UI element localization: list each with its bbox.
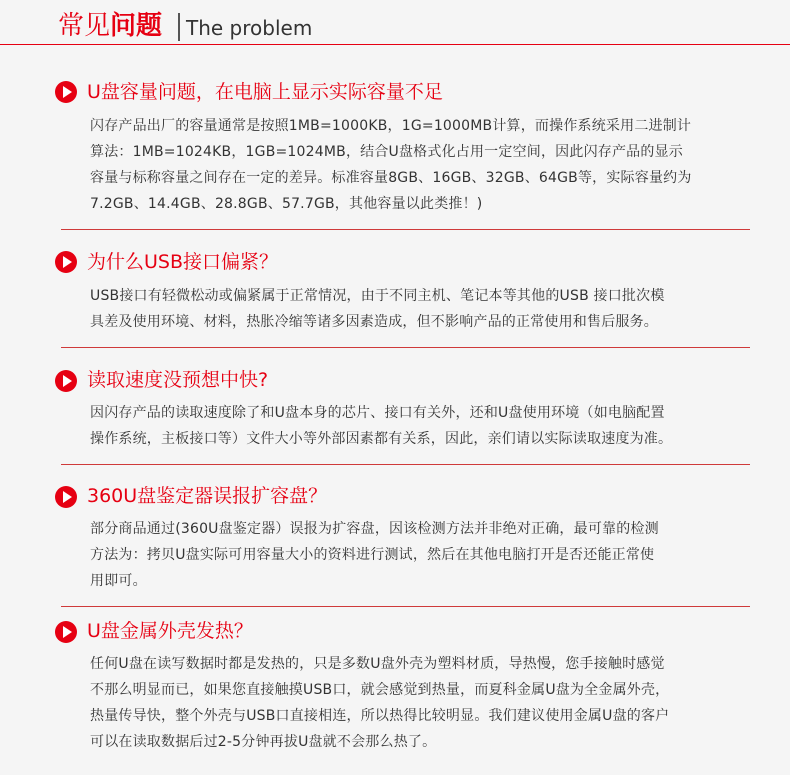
section-divider — [61, 464, 750, 465]
section-divider — [61, 347, 750, 348]
page-header — [0, 0, 790, 50]
play-circle-icon — [55, 486, 77, 508]
faq-answer-line: 不那么明显而已，如果您直接触摸USB口，就会感觉到热量，而夏科金属U盘为全金属外壳， — [90, 682, 670, 698]
faq-answer-line: 7.2GB、14.4GB、28.8GB、57.7GB，其他容量以此类推！) — [90, 196, 483, 212]
faq-answer-line: 部分商品通过(360U盘鉴定器）误报为扩容盘，因该检测方法并非绝对正确，最可靠的检测 — [90, 521, 659, 537]
page-title — [58, 8, 162, 44]
faq-answer-line: 具差及使用环境、材料，热胀冷缩等诸多因素造成，但不影响产品的正常使用和售后服务。 — [90, 314, 658, 330]
section-divider — [61, 229, 750, 230]
play-circle-icon — [55, 370, 77, 392]
header-divider — [0, 44, 790, 45]
faq-answer-line: 算法：1MB=1024KB，1GB=1024MB，结合U盘格式化占用一定空间，因此闪存产品的显示 — [90, 144, 683, 160]
faq-answer-line: 因闪存产品的读取速度除了和U盘本身的芯片、接口有关外，还和U盘使用环境（如电脑配置 — [90, 405, 665, 421]
faq-answer — [90, 283, 758, 335]
faq-question-title: U盘金属外壳发热？ — [87, 620, 253, 642]
section-divider — [61, 606, 750, 607]
faq-answer — [90, 651, 758, 755]
faq-answer — [90, 400, 758, 452]
faq-answer — [90, 113, 758, 217]
play-circle-icon — [55, 621, 77, 643]
faq-answer-line: 可以在读取数据后过2-5分钟再拔U盘就不会那么热了。 — [90, 734, 437, 750]
faq-question-title: U盘容量问题，在电脑上显示实际容量不足 — [87, 81, 443, 103]
faq-question-title: 360U盘鉴定器误报扩容盘？ — [87, 485, 328, 507]
faq-answer-line: 任何U盘在读写数据时都是发热的，只是多数U盘外壳为塑料材质，导热慢，您手接触时感觉 — [90, 656, 665, 672]
play-circle-icon — [55, 251, 77, 273]
page-title-bold: 问题 — [110, 11, 163, 41]
page-subtitle: The problem — [186, 16, 313, 40]
faq-answer-line: 容量与标称容量之间存在一定的差异。标准容量8GB、16GB、32GB、64GB等，实际容量约为 — [90, 170, 692, 186]
play-circle-icon — [55, 81, 77, 103]
faq-answer-line: 闪存产品出厂的容量通常是按照1MB=1000KB，1G=1000MB计算，而操作系统采用二进制计 — [90, 118, 692, 134]
faq-answer — [90, 516, 758, 594]
faq-answer-line: 热量传导快，整个外壳与USB口直接相连，所以热得比较明显。我们建议使用金属U盘的客户 — [90, 708, 670, 724]
faq-answer-line: 操作系统，主板接口等）文件大小等外部因素都有关系，因此，亲们请以实际读取速度为准。 — [90, 431, 673, 447]
faq-answer-line: USB接口有轻微松动或偏紧属于正常情况，由于不同主机、笔记本等其他的USB 接口批次模 — [90, 288, 665, 304]
page-title-normal: 常见 — [58, 11, 111, 41]
faq-question-title: 为什么USB接口偏紧？ — [87, 251, 279, 273]
title-separator — [178, 13, 180, 41]
faq-answer-line: 用即可。 — [90, 573, 147, 589]
faq-question-title: 读取速度没预想中快? — [87, 369, 269, 391]
faq-answer-line: 方法为：拷贝U盘实际可用容量大小的资料进行测试，然后在其他电脑打开是否还能正常使 — [90, 547, 655, 563]
